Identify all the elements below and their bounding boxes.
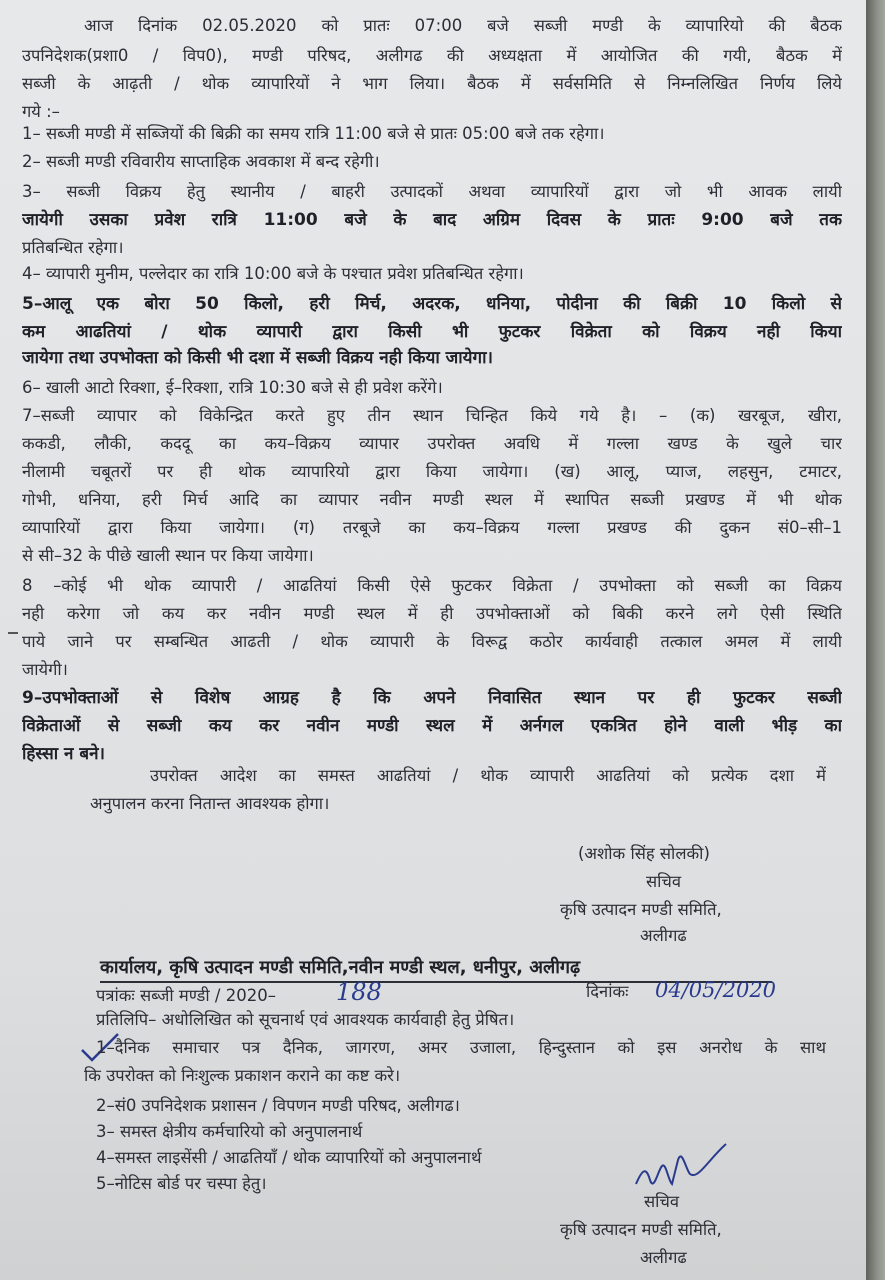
point-9-line-2: विक्रेताओं से सब्जी कय कर नवीन मण्डी स्थल में अर्नगल एकत्रित होने वाली भीड़ का (22, 716, 842, 736)
point-8-line-4: जायेगी। (22, 660, 68, 679)
point-3-line-3: प्रतिबन्धित रहेगा। (22, 238, 124, 257)
intro-line-4: गये :– (22, 102, 60, 121)
point-4: 4– व्यापारी मुनीम, पल्लेदार का रात्रि 10:00 बजे के पश्चात प्रवेश प्रतिबन्धित रहेगा। (22, 264, 524, 283)
closing-line-2: अनुपालन करना नितान्त आवश्यक होगा। (90, 794, 330, 813)
point-9-line-1: 9–उपभोक्ताओं से विशेष आग्रह है कि अपने निवासित स्थान पर ही फुटकर सब्जी (22, 688, 842, 708)
point-5-line-3: जायेगा तथा उपभोक्ता को किसी भी दशा में सब्जी विक्रय नही किया जायेगा। (22, 348, 493, 368)
page-edge-shadow (866, 0, 885, 1280)
point-8-line-2: नही करेगा जो कय कर नवीन मण्डी स्थल में ही उपभोक्ताओं को बिकी करने लगे ऐसी स्थिति (22, 604, 842, 623)
signatory-designation: सचिव (646, 872, 682, 891)
footer-signatory-designation: सचिव (644, 1192, 680, 1211)
office-header: कार्यालय, कृषि उत्पादन मण्डी समिति,नवीन मण्डी स्थल, धनीपुर, अलीगढ़ (100, 956, 772, 983)
reference-label: पत्रांकः सब्जी मण्डी / 2020– (96, 986, 276, 1005)
point-5-line-2: कम आढतियां / थोक व्यापारी द्वारा किसी भी फुटकर विक्रेता को विक्रय नही किया (22, 322, 842, 342)
recipient-4: 4–समस्त लाइसेंसी / आढतियाँ / थोक व्यापारियों को अनुपालनार्थ (96, 1148, 482, 1167)
point-7-line-3: नीलामी चबूतरों पर ही थोक व्यापारियो द्वारा किया जायेगा। (ख) आलू, प्याज, लहसुन, टमाटर, (22, 462, 842, 481)
date-label: दिनांकः (586, 982, 629, 1001)
point-7-line-6: से सी–32 के पीछे खाली स्थान पर किया जायेगा। (22, 546, 314, 565)
point-9-line-3: हिस्सा न बने। (22, 744, 105, 764)
point-3-line-2: जायेगी उसका प्रवेश रात्रि 11:00 बजे के बाद अग्रिम दिवस के प्रातः 9:00 बजे तक (22, 210, 842, 230)
handwritten-date: 04/05/2020 (655, 978, 777, 1002)
intro-line-3: सब्जी के आढ़ती / थोक व्यापारियों ने भाग लिया। बैठक में सर्वसमिति से निम्नलिखित निर्णय लिये (22, 74, 842, 93)
point-3-line-1: 3– सब्जी विक्रय हेतु स्थानीय / बाहरी उत्पादकों अथवा व्यापारियों द्वारा जो भी आवक लायी (22, 182, 842, 201)
point-5-line-1: 5–आलू एक बोरा 50 किलो, हरी मिर्च, अदरक, धनिया, पोदीना की बिक्री 10 किलो से (22, 294, 842, 314)
intro-line-2: उपनिदेशक(प्रशा0 / विप0), मण्डी परिषद, अलीगढ की अध्यक्षता में आयोजित की गयी, बैठक में (22, 46, 842, 65)
signatory-org: कृषि उत्पादन मण्डी समिति, (560, 900, 722, 919)
footer-signatory-org: कृषि उत्पादन मण्डी समिति, (560, 1220, 722, 1239)
point-1: 1– सब्जी मण्डी में सब्जियों की बिक्री का समय रात्रि 11:00 बजे से प्रातः 05:00 बजे तक रहेगा। (22, 124, 605, 143)
intro-line-1: आज दिनांक 02.05.2020 को प्रातः 07:00 बजे सब्जी मण्डी के व्यापारियो की बैठक (84, 16, 842, 35)
point-7-line-5: व्यापारियों द्वारा किया जायेगा। (ग) तरबूजे का कय–विक्रय गल्ला प्रखण्ड की दुकन सं0–सी–1 (22, 518, 842, 537)
copy-intro: प्रतिलिपि– अधोलिखित को सूचनार्थ एवं आवश्यक कार्यवाही हेतु प्रेषित। (96, 1010, 515, 1029)
signatory-city: अलीगढ (640, 926, 687, 945)
point-2: 2– सब्जी मण्डी रविवारीय साप्ताहिक अवकाश में बन्द रहेगी। (22, 152, 380, 171)
point-7-line-2: ककडी, लौकी, कददू का कय–विक्रय व्यापार उपरोक्त अवधि में गल्ला खण्ड के खुले चार (22, 434, 842, 453)
recipient-2: 2–सं0 उपनिदेशक प्रशासन / विपणन मण्डी परिषद, अलीगढ। (96, 1096, 460, 1115)
recipient-5: 5–नोटिस बोर्ड पर चस्पा हेतु। (96, 1174, 267, 1193)
recipient-3: 3– समस्त क्षेत्रीय कर्मचारियो को अनुपालनार्थ (96, 1122, 363, 1141)
point-7-line-1: 7–सब्जी व्यापार को विकेन्द्रित करते हुए तीन स्थान चिन्हित किये गये है। – (क) खरबूज, खीरा, (22, 406, 842, 425)
point-6: 6– खाली आटो रिक्शा, ई–रिक्शा, रात्रि 10:30 बजे से ही प्रवेश करेंगे। (22, 378, 443, 397)
handwritten-ref-number: 188 (336, 978, 382, 1006)
recipient-1-line-1: 1–दैनिक समाचार पत्र दैनिक, जागरण, अमर उजाला, हिन्दुस्तान को इस अनरोध के साथ (96, 1038, 826, 1057)
margin-mark (8, 632, 18, 634)
point-8-line-3: पाये जाने पर सम्बन्धित आढती / थोक व्यापारी के विरूद्व कठोर कार्यवाही तत्काल अमल में लायी (22, 632, 842, 651)
point-7-line-4: गोभी, धनिया, हरी मिर्च आदि का व्यापार नवीन मण्डी स्थल में स्थापित सब्जी प्रखण्ड में भी थोक (22, 490, 842, 509)
signatory-name: (अशोक सिंह सोलकी) (578, 844, 710, 863)
footer-signatory-city: अलीगढ (640, 1248, 687, 1267)
point-8-line-1: 8 –कोई भी थोक व्यापारी / आढतियां किसी ऐसे फुटकर विक्रेता / उपभोक्ता को सब्जी का विक्रय (22, 576, 842, 595)
recipient-1-line-2: कि उपरोक्त को निःशुल्क प्रकाशन कराने का कष्ट करे। (84, 1066, 401, 1085)
closing-line-1: उपरोक्त आदेश का समस्त आढतियां / थोक व्यापारी आढतियां को प्रत्येक दशा में (150, 766, 826, 785)
